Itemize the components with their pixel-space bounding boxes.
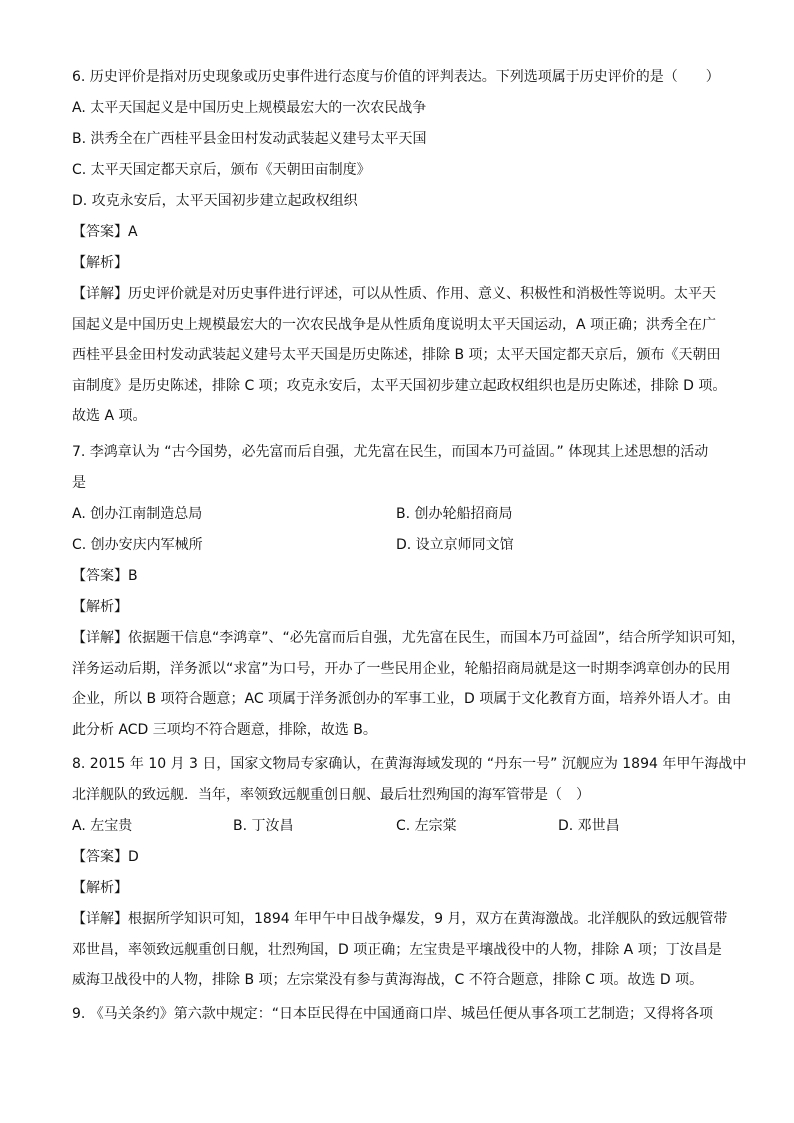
q7-analysis-heading: 【解析】 (72, 599, 128, 615)
q7-detail-line: 企业，所以 B 项符合题意；AC 项属于洋务派创办的军事工业，D 项属于文化教育方面，培养外语人才。由 (72, 691, 732, 707)
q6-option-d: D. 攻克永安后，太平天国初步建立起政权组织 (72, 193, 358, 209)
q8-stem-line: 8. 2015 年 10 月 3 日，国家文物局专家确认，在黄海海域发现的 “丹东一号” 沉舰应为 1894 年甲午海战中 (72, 756, 747, 772)
q7-option-a: A. 创办江南制造总局 (72, 506, 203, 522)
q9-stem: 9. 《马关条约》第六款中规定：“日本臣民得在中国通商口岸、城邑任便从事各项工艺制造；又得将各项 (72, 1006, 714, 1022)
q8-detail-line: 【详解】根据所学知识可知，1894 年甲午中日战争爆发，9 月，双方在黄海激战。北洋舰队的致远舰管带 (72, 911, 728, 927)
q7-detail-line: 【详解】依据题干信息“李鸿章”、“必先富而后自强，尤先富在民生，而国本乃可益固”，结合所学知识可知， (72, 630, 746, 646)
q6-detail-line: 亩制度》是历史陈述，排除 C 项；攻克永安后，太平天国初步建立起政权组织也是历史陈述，排除 D 项。 (72, 377, 727, 394)
q7-option-b: B. 创办轮船招商局 (396, 506, 513, 522)
q8-option-a: A. 左宝贵 (72, 818, 133, 834)
q8-detail-line: 邓世昌，率领致远舰重创日舰，壮烈殉国，D 项正确；左宝贵是平壤战役中的人物，排除 A 项；丁汝昌是 (72, 941, 722, 958)
q7-stem-line: 7. 李鸿章认为 “古今国势，必先富而后自强，尤先富在民生，而国本乃可益固。” 体现其上述思想的活动 (72, 444, 709, 460)
q6-option-c: C. 太平天国定都天京后，颁布《天朝田亩制度》 (72, 162, 371, 178)
q8-option-b: B. 丁汝昌 (233, 818, 294, 834)
q7-stem (72, 437, 722, 498)
q8-detail (72, 904, 728, 996)
q7-answer: 【答案】B (72, 568, 138, 584)
q6-detail-line: 国起义是中国历史上规模最宏大的一次农民战争是从性质角度说明太平天国运动，A 项正确；洪秀全在广 (72, 316, 717, 333)
q8-detail-line: 威海卫战役中的人物，排除 B 项；左宗棠没有参与黄海海战，C 不符合题意，排除 C 项。故选 D 项。 (72, 972, 704, 988)
q6-option-b: B. 洪秀全在广西桂平县金田村发动武装起义建号太平天国 (72, 131, 427, 147)
q6-option-a: A. 太平天国起义是中国历史上规模最宏大的一次农民战争 (72, 100, 427, 116)
q8-stem-line: 北洋舰队的致远舰．当年，率领致远舰重创日舰、最后壮烈殉国的海军管带是（ ） (72, 786, 590, 803)
q6-detail (72, 279, 727, 432)
q7-option-d: D. 设立京师同文馆 (396, 537, 514, 553)
q7-stem-line: 是 (72, 474, 86, 491)
q7-detail-line: 洋务运动后期，洋务派以“求富”为口号，开办了一些民用企业，轮船招商局就是这一时期李鸿章创办的民用 (72, 660, 731, 677)
q6-analysis-heading: 【解析】 (72, 255, 128, 271)
q6-stem: 6. 历史评价是指对历史现象或历史事件进行态度与价值的评判表达。下列选项属于历史评价的是（ ） (72, 69, 720, 85)
q7-detail-line: 此分析 ACD 三项均不符合题意，排除，故选 B。 (72, 721, 377, 738)
q8-stem (72, 749, 747, 810)
q8-analysis-heading: 【解析】 (72, 880, 128, 896)
q7-option-c: C. 创办安庆内军械所 (72, 537, 203, 553)
q8-answer: 【答案】D (72, 849, 139, 865)
q6-detail-line: 【详解】历史评价就是对历史事件进行评述，可以从性质、作用、意义、积极性和消极性等说明。太平天 (72, 286, 716, 302)
q6-detail-line: 故选 A 项。 (72, 408, 147, 424)
q7-detail (72, 623, 746, 745)
q6-detail-line: 西桂平县金田村发动武装起义建号太平天国是历史陈述，排除 B 项；太平天国定都天京后，颁布《天朝田 (72, 347, 721, 363)
q8-option-d: D. 邓世昌 (558, 818, 620, 834)
q6-answer: 【答案】A (72, 224, 138, 240)
q8-option-c: C. 左宗棠 (396, 818, 457, 834)
